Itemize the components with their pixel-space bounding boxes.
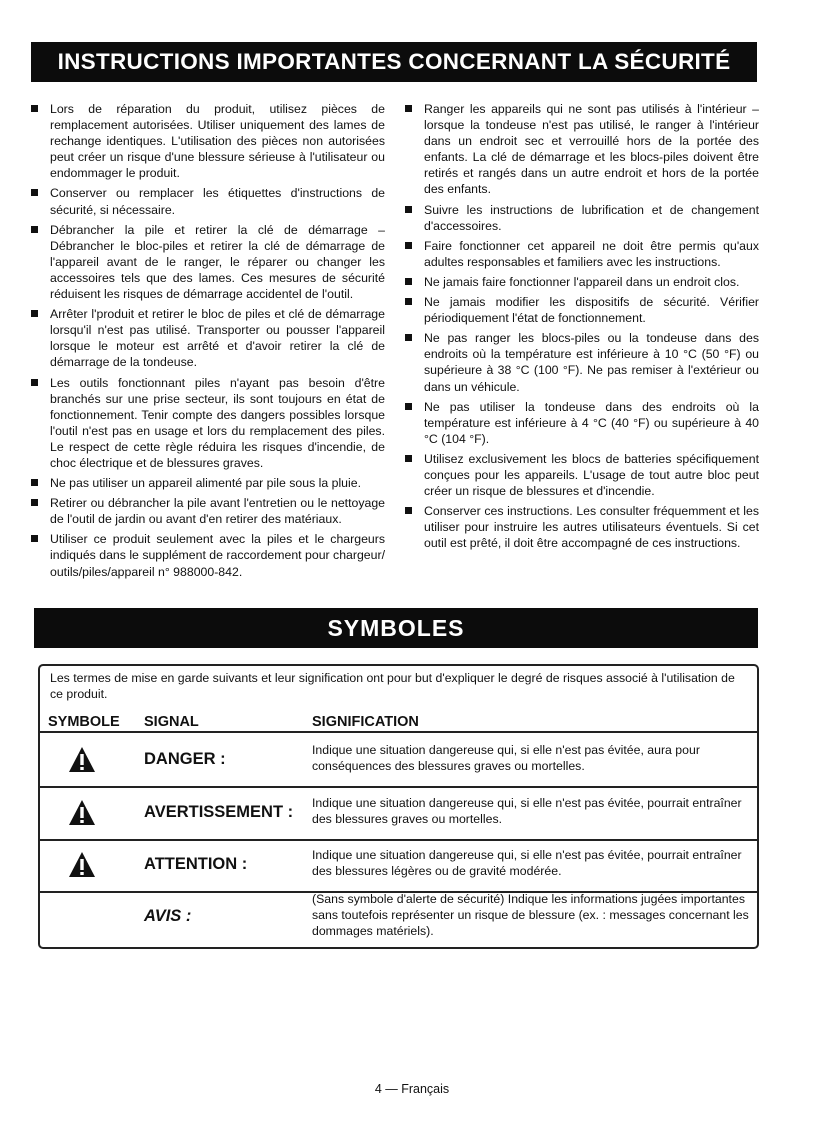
safety-item xyxy=(31,222,385,302)
symbols-section-title: SYMBOLES xyxy=(34,608,758,648)
square-bullet-icon xyxy=(31,105,38,112)
symbol-row-warning xyxy=(40,787,757,841)
square-bullet-icon xyxy=(405,403,412,410)
safety-item xyxy=(405,202,759,234)
symbol-row-notice xyxy=(40,891,757,945)
warning-triangle-icon xyxy=(68,799,96,827)
safety-item xyxy=(31,375,385,472)
safety-item-text: Débrancher la pile et retirer la clé de démarrage – Débrancher le bloc-piles et retirer la clé de démarrage de l'appareil avant de le ranger, le réparer ou changer les accessoires tels que des lames. Ces mesures de sécurité réduisent les risques de démarrage accidentel de l'outil. xyxy=(50,222,385,302)
safety-item xyxy=(31,495,385,527)
safety-item xyxy=(31,101,385,181)
square-bullet-icon xyxy=(405,206,412,213)
safety-item-text: Suivre les instructions de lubrification et de changement d'accessoires. xyxy=(424,202,759,233)
safety-item-text: Ne jamais faire fonctionner l'appareil dans un endroit clos. xyxy=(424,274,740,289)
signal-word: AVIS : xyxy=(144,907,192,925)
square-bullet-icon xyxy=(405,242,412,249)
warning-triangle-icon xyxy=(68,851,96,879)
warning-triangle-icon xyxy=(68,746,96,774)
square-bullet-icon xyxy=(405,334,412,341)
safety-item-text: Ne pas ranger les blocs-piles ou la tondeuse dans des endroits où la température est inférieure à 10 °C (50 °F) ou supérieure à 38 °C (100 °F). Ne pas remiser à l'extérieur ou dans un véhicule. xyxy=(424,331,759,394)
safety-list-left xyxy=(31,101,385,584)
safety-item-text: Les outils fonctionnant piles n'ayant pas besoin d'être branchés sur une prise secteur, ils sont toujours en état de fonctionnement. Tenir compte des dangers possibles lorsque l'outil n'est pas en usage et lors du remplacement des piles. Le respect de cette règle réduira les risques d'incendie, de choc électrique et de blessures graves. xyxy=(50,375,385,470)
square-bullet-icon xyxy=(31,226,38,233)
safety-item-text: Faire fonctionner cet appareil ne doit être permis qu'aux adultes responsables et familiers avec les instructions. xyxy=(424,238,759,269)
header-signal: SIGNAL xyxy=(144,714,199,730)
symbol-row-danger xyxy=(40,734,757,788)
safety-section-title: INSTRUCTIONS IMPORTANTES CONCERNANT LA SÉCURITÉ xyxy=(31,42,757,82)
header-divider xyxy=(40,731,757,733)
safety-list-right xyxy=(405,101,759,555)
signal-meaning: Indique une situation dangereuse qui, si elle n'est pas évitée, pourrait entraîner des blessures légères ou de gravité modérée. xyxy=(312,848,742,878)
square-bullet-icon xyxy=(31,499,38,506)
safety-item xyxy=(405,294,759,326)
signal-word: AVERTISSEMENT : xyxy=(144,803,294,821)
signal-word: DANGER : xyxy=(144,750,226,768)
safety-item-text: Ne jamais modifier les dispositifs de sécurité. Vérifier périodiquement l'état de fonctionnement. xyxy=(424,295,759,326)
safety-item xyxy=(405,101,759,198)
safety-item xyxy=(405,274,759,290)
safety-item xyxy=(405,330,759,394)
page-number: 4 — Français xyxy=(374,1082,450,1096)
safety-item xyxy=(405,238,759,270)
symbols-table xyxy=(38,664,759,949)
safety-item xyxy=(31,306,385,370)
square-bullet-icon xyxy=(31,310,38,317)
square-bullet-icon xyxy=(405,455,412,462)
square-bullet-icon xyxy=(31,535,38,542)
safety-item-text: Retirer ou débrancher la pile avant l'entretien ou le nettoyage de l'outil de jardin ou avant d'en retirer des matériaux. xyxy=(50,496,385,527)
safety-item-text: Ranger les appareils qui ne sont pas utilisés à l'intérieur – lorsque la tondeuse n'est pas utilisé, le ranger à l'intérieur dans un endroit sec et verrouillé hors de la portée des enfants. La clé de démarrage et les blocs-piles doivent être retirés et rangés dans un autre endroit et hors de la portée des enfants. xyxy=(424,102,759,197)
symbols-intro: Les termes de mise en garde suivants et leur signification ont pour but d'expliquer le degré de risques associé à l'utilisation de ce produit. xyxy=(50,671,735,701)
square-bullet-icon xyxy=(31,189,38,196)
safety-item xyxy=(31,475,385,491)
square-bullet-icon xyxy=(405,278,412,285)
safety-item xyxy=(405,503,759,551)
safety-item xyxy=(405,399,759,447)
signal-word: ATTENTION : xyxy=(144,855,248,873)
signal-meaning: (Sans symbole d'alerte de sécurité) Indique les informations jugées importantes sans toutefois représenter un risque de blessure (ex. : messages concernant les dommages matériels). xyxy=(312,892,749,938)
square-bullet-icon xyxy=(31,379,38,386)
safety-item-text: Ne pas utiliser la tondeuse dans des endroits où la température est inférieure à 4 °C (40 °F) ou supérieure à 40 °C (104 °F). xyxy=(424,399,759,446)
safety-item xyxy=(31,531,385,579)
safety-item-text: Lors de réparation du produit, utilisez pièces de remplacement autorisées. Utiliser uniquement des lames de rechange identiques. L'utilisation des pièces non autorisées peut créer un risque d'une blessure sérieuse à l'utilisateur ou endommager le produit. xyxy=(50,102,385,181)
safety-item-text: Utiliser ce produit seulement avec la piles et le chargeurs indiqués dans le supplément de raccordement pour chargeur/ outils/piles/appareil n° 988000-842. xyxy=(50,532,385,579)
safety-item-text: Conserver ou remplacer les étiquettes d'instructions de sécurité, si nécessaire. xyxy=(50,186,385,217)
square-bullet-icon xyxy=(405,298,412,305)
safety-item xyxy=(405,451,759,499)
safety-item-text: Arrêter l'produit et retirer le bloc de piles et clé de démarrage lorsqu'il n'est pas utilisé. Transporter ou pousser l'appareil lorsque le moteur est arrêté et d'avoir retirer la clé de démarrage de la tondeuse. xyxy=(50,307,385,370)
safety-item-text: Conserver ces instructions. Les consulter fréquemment et les utiliser pour instruire les autres utilisateurs éventuels. Si cet outil est prêté, il doit être accompagné de ces instructions. xyxy=(424,504,759,551)
symbol-row-caution xyxy=(40,839,757,893)
signal-meaning: Indique une situation dangereuse qui, si elle n'est pas évitée, pourrait entraîner des blessures graves ou mortelles. xyxy=(312,796,742,826)
safety-item xyxy=(31,185,385,217)
signal-meaning: Indique une situation dangereuse qui, si elle n'est pas évitée, aura pour conséquences des blessures graves ou mortelles. xyxy=(312,743,700,773)
square-bullet-icon xyxy=(405,105,412,112)
square-bullet-icon xyxy=(405,507,412,514)
header-meaning: SIGNIFICATION xyxy=(312,714,419,730)
safety-item-text: Ne pas utiliser un appareil alimenté par pile sous la pluie. xyxy=(50,476,362,491)
square-bullet-icon xyxy=(31,479,38,486)
safety-item-text: Utilisez exclusivement les blocs de batteries spécifiquement conçues pour les appareils. L'usage de tout autre bloc peut créer un risque de blessures et d'incendie. xyxy=(424,451,759,499)
header-symbol: SYMBOLE xyxy=(48,714,120,730)
